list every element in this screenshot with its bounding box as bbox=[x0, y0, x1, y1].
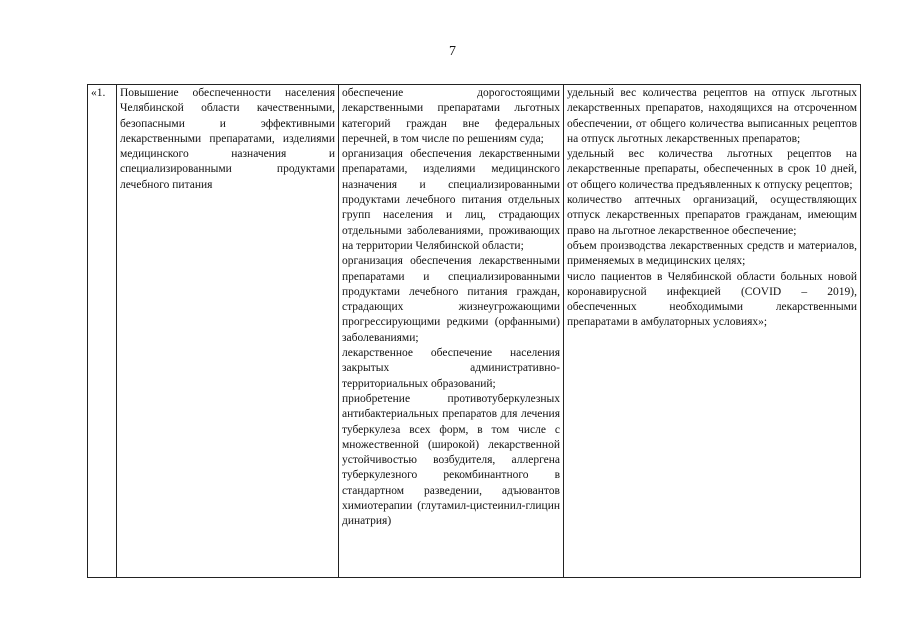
indicators-cell bbox=[564, 85, 861, 578]
tasks-cell bbox=[339, 85, 564, 578]
indicator-item: удельный вес количества льготных рецептов на лекарственные препараты, обеспеченных в срок 10 дней, от общего количества предъявленных к отпуску рецептов; bbox=[567, 148, 857, 191]
task-item: обеспечение дорогостоящими лекарственными препаратами льготных категорий граждан вне федеральных перечней, в том числе по решениям суда; bbox=[342, 87, 560, 145]
indicator-item: количество аптечных организаций, осуществляющих отпуск лекарственных препаратов гражданам, имеющим право на льготное лекарственное обеспечение; bbox=[567, 194, 857, 237]
goal-cell: Повышение обеспеченности населения Челябинской области качественными, безопасными и эффективными лекарственными препаратами, изделиями медицинского назначения и специализированными продуктами лечебного питания bbox=[117, 85, 339, 578]
task-item: организация обеспечения лекарственными препаратами, изделиями медицинского назначения и специализированными продуктами лечебного питания отдельных групп населения и лиц, страдающих отдельными заболеваниями, проживающих на территории Челябинской области; bbox=[342, 148, 560, 252]
indicator-item: объем производства лекарственных средств и материалов, применяемых в медицинских целях; bbox=[567, 239, 857, 268]
indicator-item: число пациентов в Челябинской области больных новой коронавирусной инфекцией (COVID – 2019), обеспеченных необходимыми лекарственными препаратами в амбулаторных условиях»; bbox=[567, 270, 857, 329]
task-item: приобретение противотуберкулезных антибактериальных препаратов для лечения туберкулеза всех форм, в том числе с множественной (широкой) лекарственной устойчивостью возбудителя, аллергена туберкулезного рекомбинантного в стандартном разведении, адъювантов химиотерапии (глутамил-цистеинил-глицин динатрия) bbox=[342, 392, 560, 528]
indicator-item: удельный вес количества рецептов на отпуск льготных лекарственных препаратов, находящихся на отсроченном обеспечении, от общего количества выписанных рецептов на отпуск льготных лекарственных препаратов; bbox=[567, 87, 857, 145]
table-row bbox=[88, 85, 861, 578]
row-number: «1. bbox=[88, 85, 117, 578]
program-table bbox=[87, 84, 861, 578]
task-item: лекарственное обеспечение населения закрытых административно-территориальных образований; bbox=[342, 347, 560, 390]
page-number: 7 bbox=[449, 44, 456, 59]
task-item: организация обеспечения лекарственными препаратами и специализированными продуктами лечебного питания граждан, страдающих жизнеугрожающими прогрессирующими редкими (орфанными) заболеваниями; bbox=[342, 255, 560, 344]
